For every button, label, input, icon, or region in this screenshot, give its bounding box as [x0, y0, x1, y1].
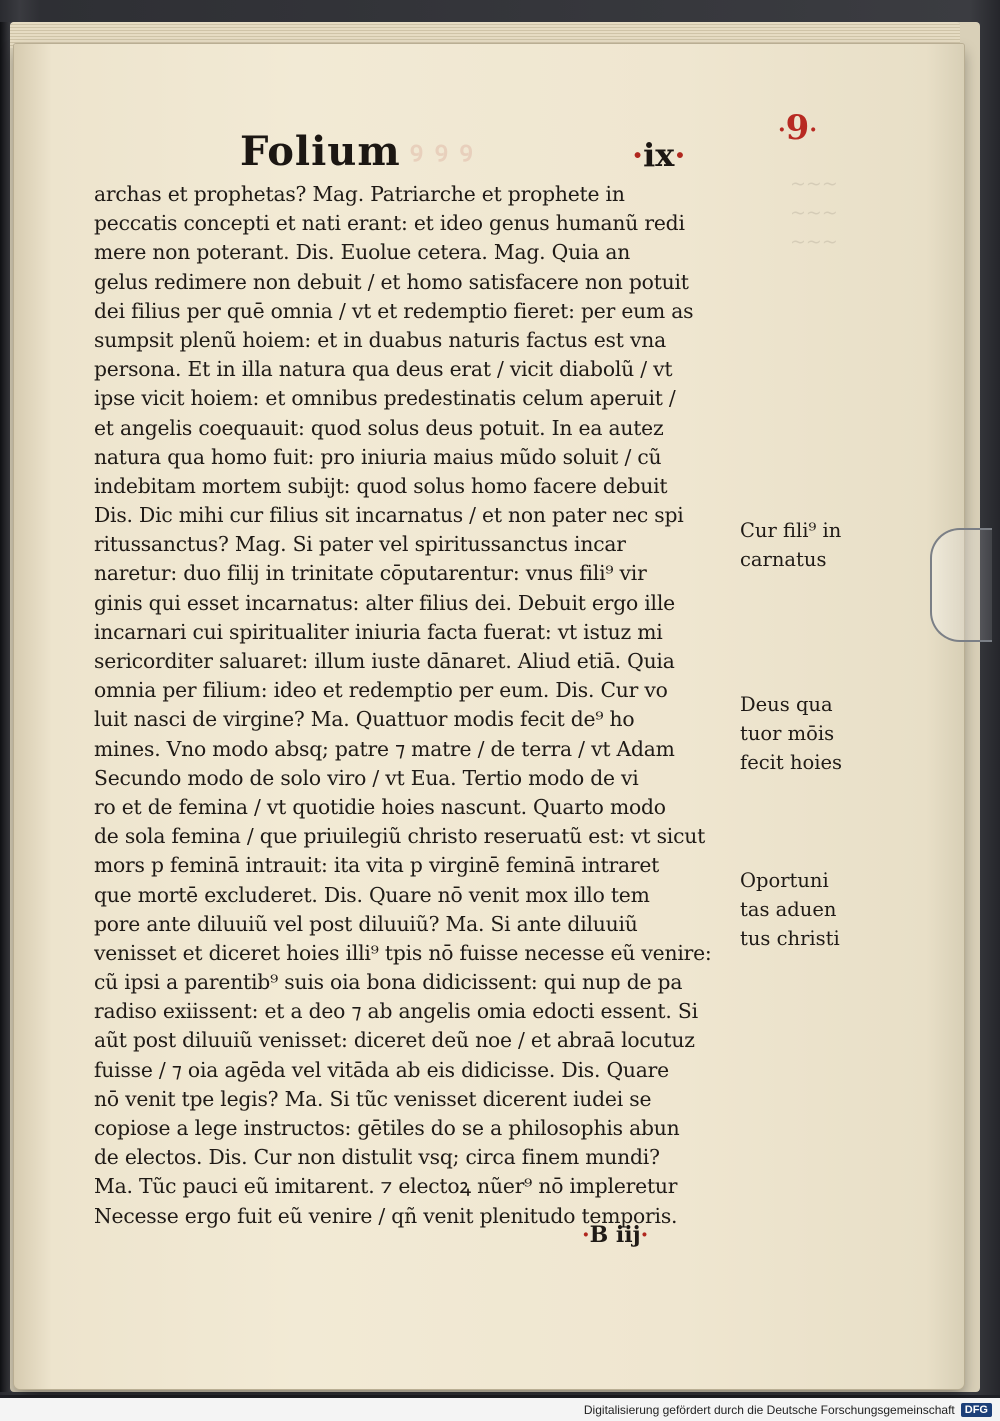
text-line: indebitam mortem subijt: quod solus homo facere debuit	[94, 473, 668, 498]
text-line: mere non poterant. Dis. Euolue cetera. Mag. Quia an	[94, 240, 631, 265]
text-line: persona. Et in illa natura qua deus erat / vicit diabolũ / vt	[94, 357, 673, 382]
text-line: sericorditer saluaret: illum iuste dānaret. Aliud etiā. Quia	[94, 649, 675, 673]
text-line: venisset et diceret hoies illi⁹ tpis nō fuisse necesse eũ venire:	[94, 940, 712, 965]
text-line: incarnari cui spiritualiter iniuria facta fuerat: vt istuz mi	[94, 619, 663, 644]
marginal-note-line: tuor mōis	[740, 722, 835, 745]
text-line: Ma. Tũc pauci eũ imitarent. ⁊ electoꝝ nũer⁹ nō impleretur	[94, 1174, 678, 1199]
text-line: sumpsit plenũ hoiem: et in duabus naturis factus est vna	[94, 327, 666, 352]
signature-mark: ·B iij·	[582, 1222, 649, 1248]
marginal-note-line: tus christi	[740, 927, 840, 950]
text-line: radiso exiissent: et a deo ⁊ ab angelis omia edocti essent. Si	[94, 999, 698, 1024]
marginal-note-line: Deus qua	[740, 693, 833, 716]
text-line: Dis. Dic mihi cur filius sit incarnatus / et non pater nec spi	[94, 503, 684, 528]
marginal-note-line: Oportuni	[740, 869, 829, 892]
text-line: de sola femina / que priuilegiũ christo reseruatũ est: vt sicut	[94, 824, 706, 849]
text-line: natura qua homo fuit: pro iniuria maius mũdo soluit / cũ	[94, 444, 662, 469]
funding-credit: Digitalisierung gefördert durch die Deutsche Forschungsgemeinschaft	[583, 1402, 955, 1417]
marginal-note-line: tas aduen	[740, 898, 837, 921]
text-line: Necesse ergo fuit eũ venire / qñ venit plenitudo temporis.	[94, 1203, 678, 1228]
text-line: archas et prophetas? Mag. Patriarche et prophete in	[94, 182, 625, 206]
dfg-logo-icon[interactable]: DFG	[961, 1403, 992, 1417]
text-line: copiose a lege instructos: gētiles do se a philosophis abun	[94, 1116, 680, 1140]
marginal-note-line: fecit hoies	[740, 751, 843, 774]
text-line: Secundo modo de solo viro / vt Eua. Tertio modo de vi	[94, 765, 639, 790]
marginal-note-line: Cur fili⁹ in	[740, 519, 842, 542]
main-text-column	[94, 180, 734, 1231]
text-line: cũ ipsi a parentib⁹ suis oia bona didicissent: qui nup de pa	[94, 970, 683, 995]
text-line: fuisse / ⁊ oia agēda vel vitāda ab eis didicisse. Dis. Quare	[94, 1057, 669, 1082]
text-line: peccatis concepti et nati erant: et ideo genus humanũ redi	[94, 211, 685, 236]
marginal-note-advent	[740, 866, 870, 953]
marginal-note-creation	[740, 690, 870, 777]
footer-bar	[0, 1398, 1000, 1421]
running-title: Folium	[240, 128, 401, 175]
book-clasp	[930, 528, 992, 642]
text-line: naretur: duo filij in trinitate cōputarentur: vnus fili⁹ vir	[94, 561, 647, 586]
text-line: pore ante diluuiũ vel post diluuiũ? Ma. Si ante diluuiũ	[94, 911, 638, 936]
bleed-through-text: ~~~ ~~~ ~~~	[790, 173, 838, 253]
text-line: ro et de femina / vt quotidie hoies nascunt. Quarto modo	[94, 794, 666, 819]
text-line: ritussanctus? Mag. Si pater vel spiritussanctus incar	[94, 532, 626, 557]
text-line: que mortē excluderet. Dis. Quare nō venit mox illo tem	[94, 882, 650, 907]
folio-number: ·ix·	[632, 136, 686, 174]
text-line: mines. Vno modo absq; patre ⁊ matre / de terra / vt Adam	[94, 736, 675, 761]
text-line: aũt post diluuiũ venisset: diceret deũ noe / et abraā locutuz	[94, 1028, 695, 1053]
text-line: mors p feminā intrauit: ita vita p virginē feminā intraret	[94, 853, 660, 878]
marginal-note-line: carnatus	[740, 548, 827, 571]
text-line: dei filius per quē omnia / vt et redemptio fieret: per eum as	[94, 298, 694, 323]
text-line: de electos. Dis. Cur non distulit vsq; circa finem mundi?	[94, 1145, 660, 1170]
text-line: luit nasci de virgine? Ma. Quattuor modis fecit de⁹ ho	[94, 707, 635, 732]
ink-page-number: ·9·	[778, 108, 818, 148]
text-line: nō venit tpe legis? Ma. Si tũc venisset dicerent iudei se	[94, 1086, 652, 1111]
text-line: gelus redimere non debuit / et homo satisfacere non potuit	[94, 269, 689, 294]
text-line: ginis qui esset incarnatus: alter filius dei. Debuit ergo ille	[94, 590, 675, 615]
bleed-through-heading: ꝰ ꝰ ꝰ	[410, 135, 473, 175]
text-line: et angelis coequauit: quod solus deus potuit. In ea autez	[94, 415, 664, 440]
text-line: ipse vicit hoiem: et omnibus predestinatis celum aperuit /	[94, 386, 676, 411]
text-line: omnia per filium: ideo et redemptio per eum. Dis. Cur vo	[94, 678, 668, 703]
marginal-note-incarnation	[740, 516, 870, 574]
